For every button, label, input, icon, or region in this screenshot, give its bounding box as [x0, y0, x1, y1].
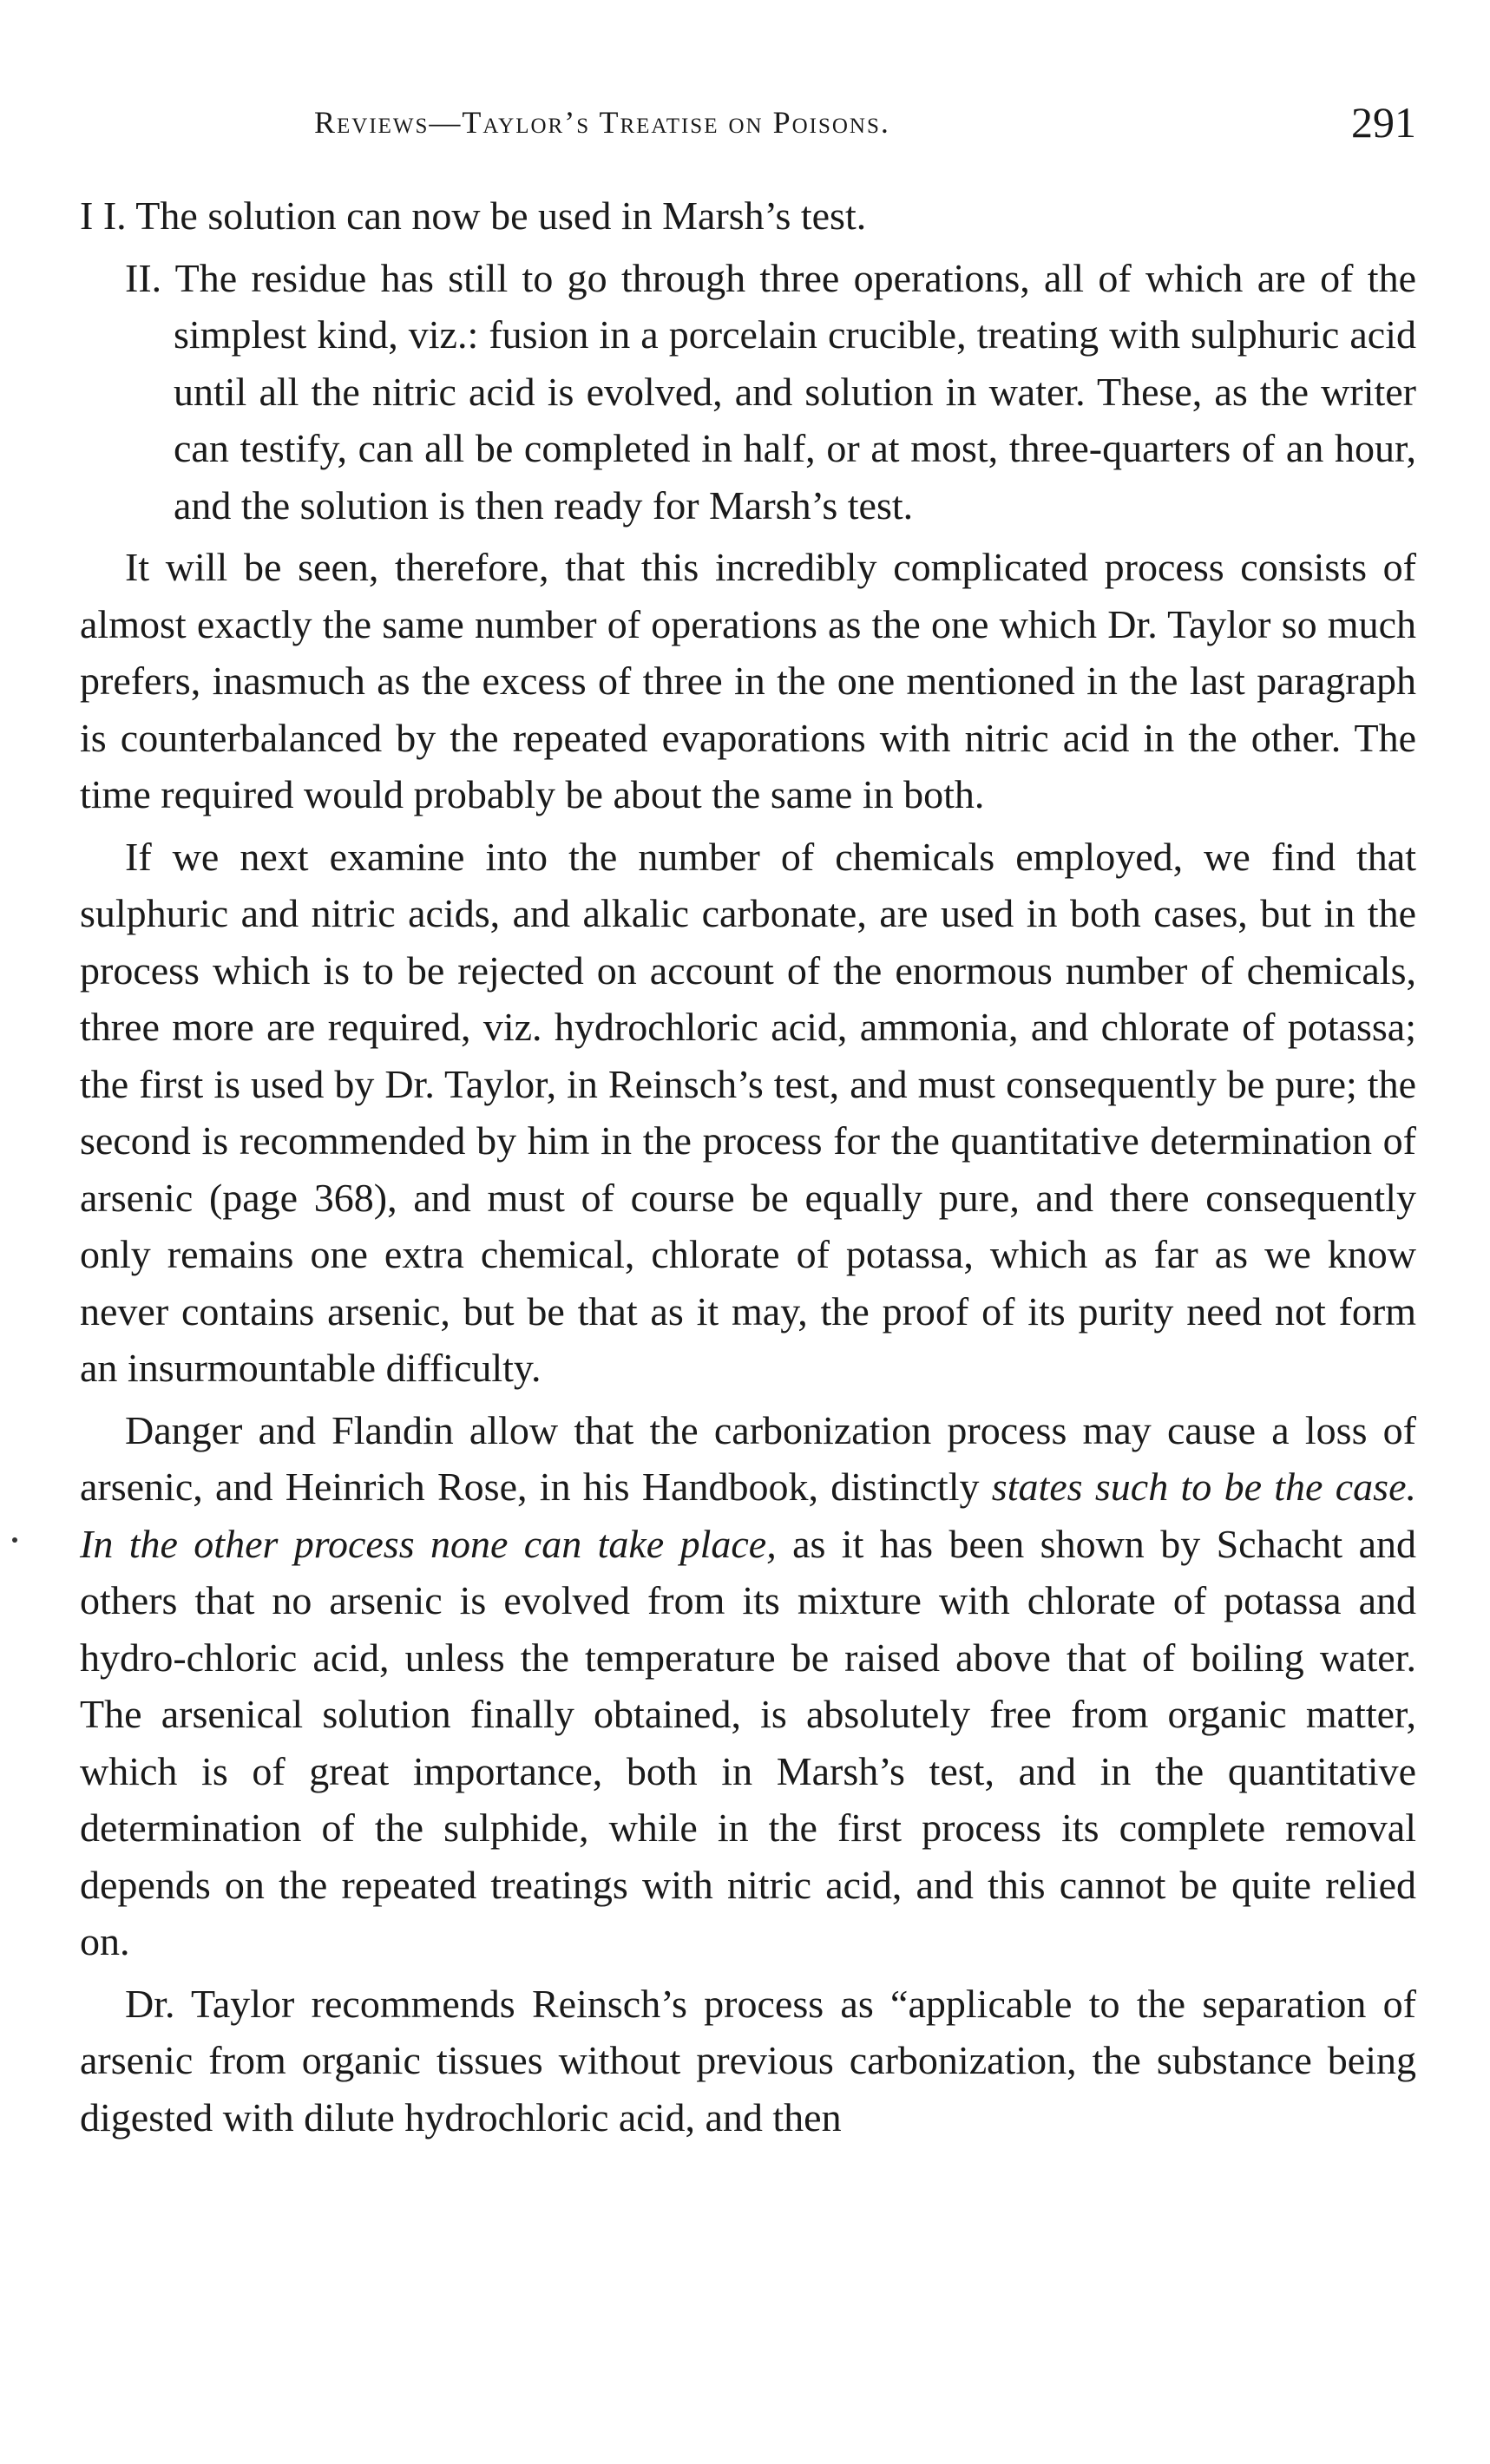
list-item-ii: II. The residue has still to go through three operations, all of which are of the simplest kind, viz.: fusion in a porcelain crucible, treating with sulphuric acid until all the nitric acid is evolved, and solution in water. These, as the writer can testify, can all be completed in half, or at most, three-quarters of an hour, and the solution is then ready for Marsh’s test.	[125, 255, 1416, 528]
margin-dot	[12, 1537, 17, 1543]
running-head: Reviews—Taylor’s Treatise on Poisons.	[314, 105, 890, 140]
paragraph-2: If we next examine into the number of chemicals employed, we find that sulphuric and nitric acids, and alkalic carbonate, are used in both cases, but in the process which is to be rejected on account of the enormous number of chemicals, three more are required, viz. hydrochloric acid, ammonia, and chlorate of potassa; the first is used by Dr. Taylor, in Reinsch’s test, and must consequently be pure; the second is recommended by him in the process for the quantitative determination of arsenic (page 368), and must of course be equally pure, and there consequently only remains one extra chemical, chlorate of potassa, which as far as we know never contains arsenic, but be that as it may, the proof of its purity need not form an insurmountable difficulty.	[80, 834, 1416, 1390]
paragraph-3-part-b: as it has been shown by Schacht and others that no arsenic is evolved from its mixture with chlorate of potassa and hydro-chloric acid, unless the temperature be raised above that of boiling water. The arsenical solution finally obtained, is absolutely free from organic matter, which is of great importance, both in Marsh’s test, and in the quantitative determination of the sulphide, while in the first process its complete removal depends on the repeated treatings with nitric acid, and this cannot be quite relied on.	[80, 1521, 1416, 1963]
page-number: 291	[1351, 98, 1416, 147]
list-item-i: I I. The solution can now be used in Marsh’s test.	[80, 193, 867, 238]
paragraph-3-part-a: Danger and Flandin allow that the carbonization process may cause a loss of arsenic, and Heinrich Rose, in his Handbook, distinctly	[80, 1407, 1416, 1509]
paragraph-4: Dr. Taylor recommends Reinsch’s process as “applicable to the separation of arsenic from organic tissues without previous carbonization, the substance being digested with dilute hydrochloric acid, and then	[80, 1981, 1416, 2140]
paragraph-3-italic: states such to be the case. In the other process none can take place,	[80, 1465, 1417, 1566]
body-text	[80, 187, 1416, 2151]
paragraph-1: It will be seen, therefore, that this incredibly complicated process consists of almost exactly the same number of operations as the one which Dr. Taylor so much prefers, inasmuch as the excess of three in the one mentioned in the last paragraph is counterbalanced by the repeated evaporations with nitric acid in the other. The time required would probably be about the same in both.	[80, 545, 1416, 816]
paragraph-3	[80, 1402, 1416, 1970]
page-header	[80, 97, 1416, 149]
